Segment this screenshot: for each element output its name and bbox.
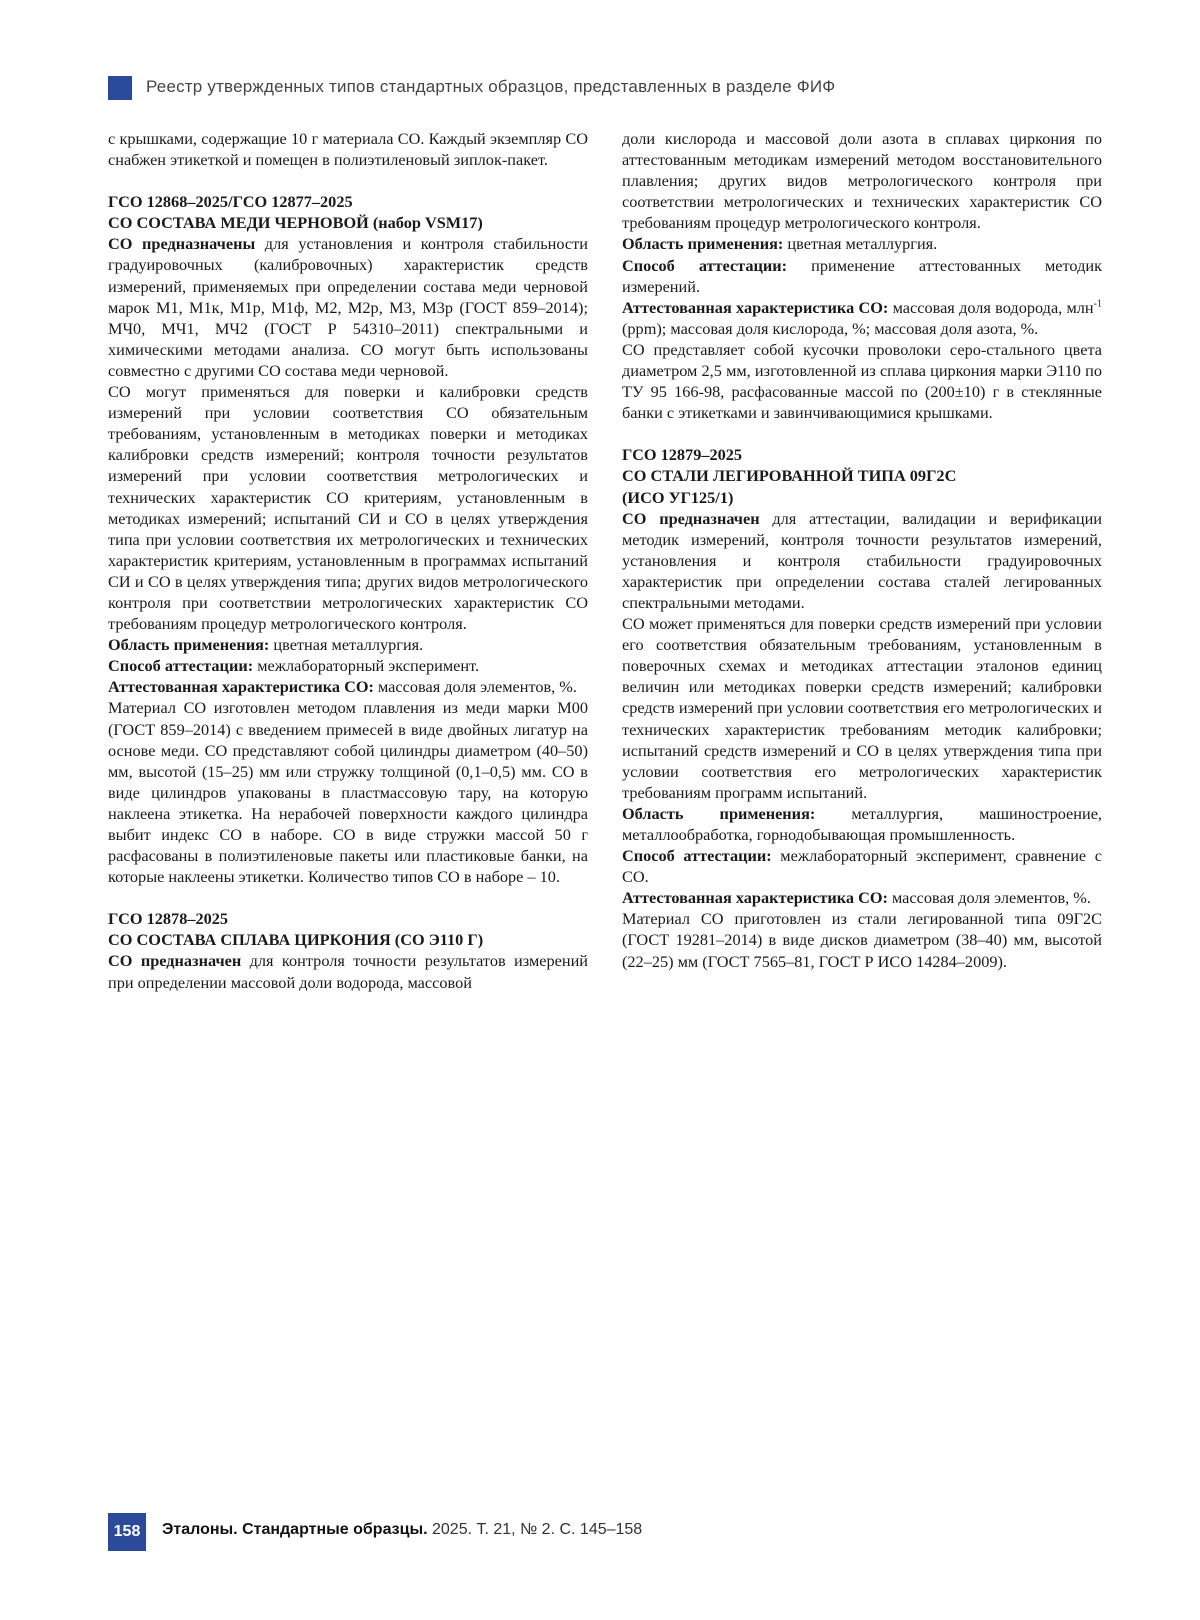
entry-2-purpose-label: СО предназначен	[108, 951, 242, 971]
entry-1-title: СО СОСТАВА МЕДИ ЧЕРНОВОЙ (набор VSM17)	[108, 213, 483, 233]
entry-2-characteristic-label: Аттестованная характеристика СО:	[622, 297, 889, 317]
entry-2-material: СО представляет собой кусочки проволоки серо-стального цвета диаметром 2,5 мм, изготовленной из сплава циркония марки Э110 по ТУ 95 166-98, расфасованные массой по (200±10) г в стеклянные банки с этикетками и завинчивающимися крышками.	[622, 339, 1102, 423]
running-header: Реестр утвержденных типов стандартных образцов, представленных в разделе ФИФ	[146, 77, 836, 96]
entry-2-purpose	[108, 950, 588, 992]
entry-3-gso-number: ГСО 12879–2025	[622, 445, 743, 465]
entry-3-area-label: Область применения:	[622, 803, 816, 823]
entry-3-area	[622, 803, 1102, 845]
entry-3-purpose-label: СО предназначен	[622, 508, 760, 528]
entry-1-material: Материал СО изготовлен методом плавления из меди марки М00 (ГОСТ 859–2014) с введением примесей в виде двойных лигатур на основе меди. СО представляют собой цилиндры диаметром (40–50) мм, высотой (15–25) мм или стружку толщиной (0,1–0,5) мм. СО в виде цилиндров упакованы в пластмассовую тару, на которую наклеена этикетка. На нерабочей поверхности каждого цилиндра выбит индекс СО в наборе. СО в виде стружки массой 50 г расфасованы в полиэтиленовые пакеты или пластиковые банки, на которые наклеены этикетки. Количество типов СО в наборе – 10.	[108, 698, 588, 887]
entry-3-title-line-2: (ИСО УГ125/1)	[622, 487, 734, 507]
journal-citation	[162, 1521, 642, 1539]
entry-1-method-text: межлабораторный эксперимент.	[253, 656, 480, 676]
entry-2-characteristic-text-2: (ppm); массовая доля кислорода, %; массовая доля азота, %.	[622, 318, 1039, 338]
entry-2-area	[622, 233, 1102, 254]
entry-2-title: СО СОСТАВА СПЛАВА ЦИРКОНИЯ (СО Э110 Г)	[108, 930, 484, 950]
entry-2-method-text: применение аттестованных методик измерений.	[622, 255, 1103, 296]
entry-3-purpose	[622, 508, 1102, 613]
entry-2-method-label: Способ аттестации:	[622, 255, 788, 275]
entry-3-usage: СО может применяться для поверки средств измерений при условии его соответствия обязательным требованиям, установленным в поверочных схемах и методиках аттестации эталонов единиц величин или методиках поверки средств измерений; калибровки средств измерений при условии соответствия его метрологических и технических характеристик требованиям методик калибровки; испытаний средств измерений и СО в целях утверждения типа при условии соответствия его метрологических характеристик требованиям программ испытаний.	[622, 614, 1102, 802]
entry-2-characteristic-sup: -1	[1093, 298, 1102, 310]
page-number-badge	[108, 1513, 146, 1551]
header-square-icon	[108, 76, 132, 100]
entry-1-purpose-text: для установления и контроля стабильности градуировочных (калибровочных) характеристик средств измерений, применяемых при определении состава меди черновой марок М1, М1к, М1р, М1ф, М2, М2р, М3, М3р (ГОСТ 859–2014); МЧ0, МЧ1, МЧ2 (ГОСТ Р 54310–2011) спектральными и химическими методами анализа. СО могут быть использованы совместно с другими СО состава меди черновой.	[108, 234, 588, 380]
entry-3-method-label: Способ аттестации:	[622, 846, 772, 866]
entry-2-characteristic	[622, 297, 1102, 339]
entry-3-title-line-1: СО СТАЛИ ЛЕГИРОВАННОЙ ТИПА 09Г2С	[622, 466, 957, 486]
entry-1-characteristic-text: массовая доля элементов, %.	[373, 677, 577, 697]
intro-paragraph: с крышками, содержащие 10 г материала СО. Каждый экземпляр СО снабжен этикеткой и помещен в полиэтиленовый зиплок-пакет.	[108, 129, 588, 170]
entry-3-purpose-text: для аттестации, валидации и верификации методик измерений, контроля точности результатов измерений, установления и контроля стабильности градуировочных характеристик при определении состава сталей легированных спектральными методами.	[622, 508, 1102, 612]
entry-3-characteristic	[622, 887, 1102, 908]
entry-2-purpose-text: для контроля точности результатов измерений при определении массовой доли водорода, массовой	[108, 951, 588, 992]
entry-1-gso-number: ГСО 12868–2025/ГСО 12877–2025	[108, 192, 353, 212]
entry-3-characteristic-text: массовая доля элементов, %.	[887, 888, 1091, 908]
left-column	[108, 128, 588, 993]
entry-1-method-label: Способ аттестации:	[108, 656, 254, 676]
entry-1-characteristic	[108, 676, 588, 697]
entry-1-purpose-label: СО предназначены	[108, 234, 256, 254]
entry-2-method	[622, 255, 1102, 297]
entry-1-characteristic-label: Аттестованная характеристика СО:	[108, 677, 374, 697]
entry-3-area-text: металлургия, машиностроение, металлообработка, горнодобывающая промышленность.	[622, 803, 1102, 844]
entry-2-area-label: Область применения:	[622, 234, 784, 254]
entry-3-method-text: межлабораторный эксперимент, сравнение с СО.	[622, 846, 1102, 887]
citation-details: 2025. Т. 21, № 2. С. 145–158	[427, 1521, 643, 1538]
entry-2-characteristic-text-1: массовая доля водорода, млн	[888, 297, 1094, 317]
entry-3-material: Материал СО приготовлен из стали легированной типа 09Г2С (ГОСТ 19281–2014) в виде дисков диаметром (38–40) мм, высотой (22–25) мм (ГОСТ 7565–81, ГОСТ Р ИСО 14284–2009).	[622, 909, 1102, 971]
entry-1-usage: СО могут применяться для поверки и калибровки средств измерений при условии соответствия СО обязательным требованиям, установленным в методиках поверки и методиках калибровки средств измерений; контроля точности результатов измерений при условии соответствия метрологических и технических характеристик СО критериям, установленным в методиках измерений; испытаний СИ и СО в целях утверждения типа при условии соответствия их метрологических и технических характеристик критериям, установленным в программах испытаний СИ и СО в целях утверждения типа; других видов метрологического контроля при соответствии метрологических характеристик СО требованиям процедур метрологического контроля.	[108, 382, 588, 634]
entry-3-characteristic-label: Аттестованная характеристика СО:	[622, 888, 888, 908]
entry-3-method	[622, 845, 1102, 887]
entry-1-area-text: цветная металлургия.	[269, 635, 424, 655]
right-column	[622, 128, 1102, 972]
page-number: 158	[113, 1523, 141, 1540]
entry-1-purpose	[108, 233, 588, 381]
entry-2-area-text: цветная металлургия.	[783, 234, 938, 254]
entry-2-gso-number: ГСО 12878–2025	[108, 909, 229, 929]
journal-name: Эталоны. Стандартные образцы.	[162, 1521, 428, 1538]
entry-1-area	[108, 634, 588, 655]
entry-2-continuation: доли кислорода и массовой доли азота в сплавах циркония по аттестованным методикам измерений методом восстановительного плавления; других видов метрологического контроля при соответствии метрологических и технических характеристик СО требованиям процедур метрологического контроля.	[622, 129, 1102, 233]
entry-1-method	[108, 655, 588, 676]
entry-1-area-label: Область применения:	[108, 635, 270, 655]
